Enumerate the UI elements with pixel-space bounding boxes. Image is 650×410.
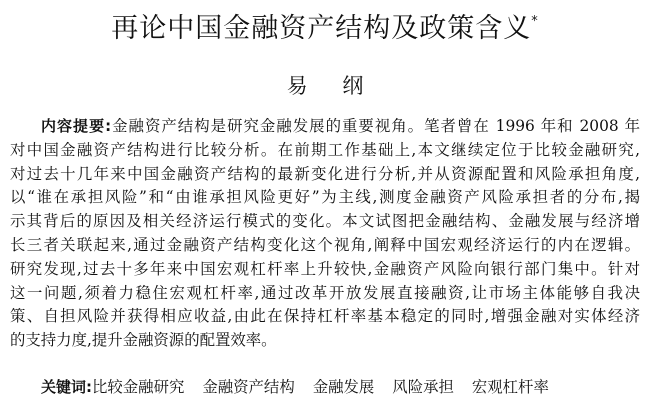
keyword-item: 宏观杠杆率 bbox=[471, 378, 549, 396]
abstract-line-text: 金融资产结构是研究金融发展的重要视角。笔者曾在 1996 年和 2008 年 bbox=[111, 117, 640, 135]
abstract-line bbox=[10, 115, 640, 139]
abstract-line: 这一问题,须着力稳住宏观杠杆率,通过改革开放发展直接融资,让市场主体能够自我决 bbox=[10, 283, 640, 302]
keyword-item: 比较金融研究 bbox=[92, 378, 185, 396]
abstract-line: 长三者关联起来,通过金融资产结构变化这个视角,阐释中国宏观经济运行的内在逻辑。 bbox=[10, 235, 640, 254]
paper-title bbox=[0, 6, 650, 47]
abstract-line: 研究发现,过去十多年来中国宏观杠杆率上升较快,金融资产风险向银行部门集中。针对 bbox=[10, 259, 640, 278]
keywords bbox=[41, 376, 567, 400]
paper-title-text: 再论中国金融资产结构及政策含义 bbox=[111, 13, 532, 44]
abstract-line: 对过去十几年来中国金融资产结构的最新变化进行分析,并从资源配置和风险承担角度, bbox=[10, 164, 640, 183]
abstract-line: 策、自担风险并获得相应收益,由此在保持杠杆率基本稳定的同时,增强金融对实体经济 bbox=[10, 307, 640, 326]
abstract-line: 对中国金融资产结构进行比较分析。在前期工作基础上,本文继续定位于比较金融研究, bbox=[10, 140, 640, 159]
abstract-line: 的支持力度,提升金融资源的配置效率。 bbox=[10, 331, 277, 350]
keyword-item: 风险承担 bbox=[392, 378, 454, 396]
abstract-line: 示其背后的原因及相关经济运行模式的变化。本文试图把金融结构、金融发展与经济增 bbox=[10, 212, 640, 231]
abstract-label: 内容提要: bbox=[41, 117, 112, 135]
title-footnote-mark: * bbox=[531, 14, 539, 29]
keyword-item: 金融发展 bbox=[312, 378, 375, 396]
keywords-label: 关键词: bbox=[41, 378, 92, 396]
author-name: 易 纲 bbox=[286, 74, 378, 98]
keyword-item: 金融资产结构 bbox=[202, 378, 295, 396]
abstract-line: 以“谁在承担风险”和“由谁承担风险更好”为主线,测度金融资产风险承担者的分布,揭 bbox=[10, 188, 640, 207]
abstract bbox=[10, 115, 640, 353]
